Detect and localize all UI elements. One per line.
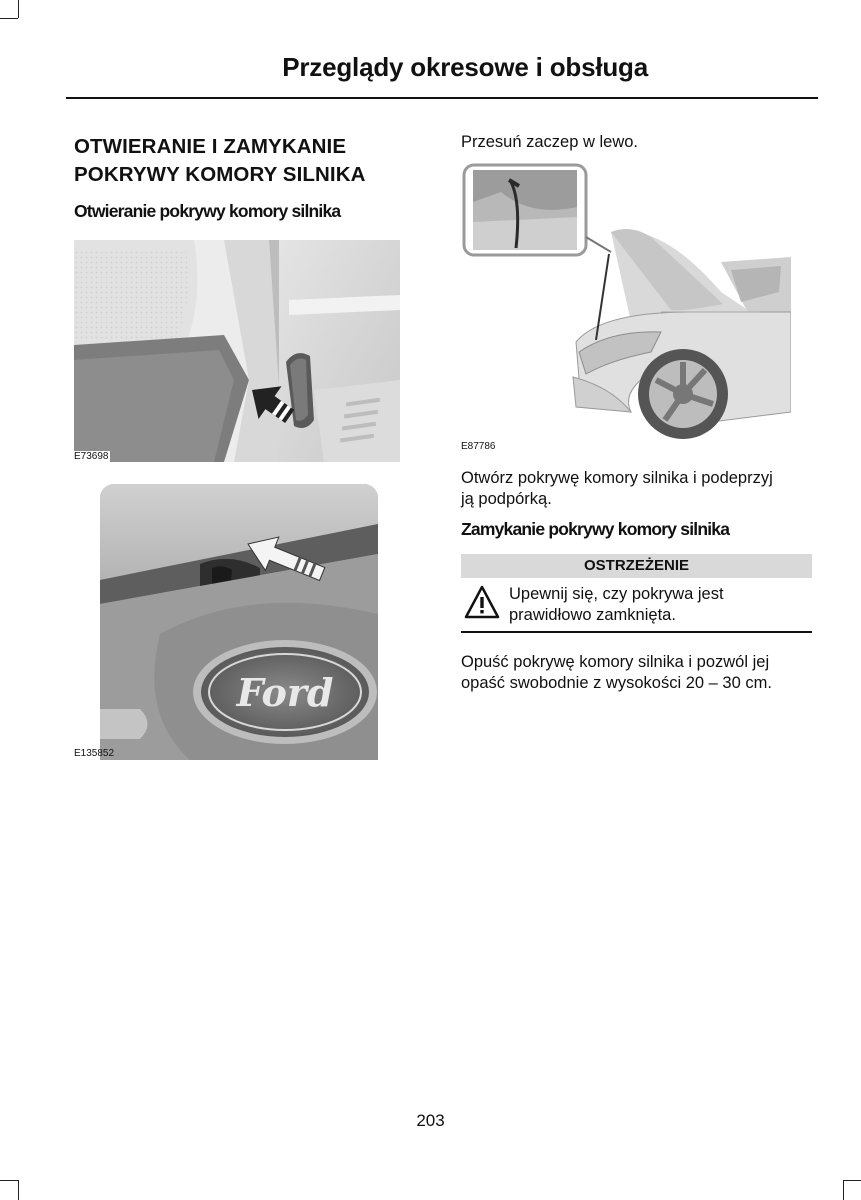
- figure-code: E87786: [461, 441, 496, 452]
- figure-code: E73698: [74, 451, 109, 462]
- figure-code: E135852: [74, 748, 115, 759]
- crop-mark: [843, 1180, 844, 1200]
- section-title-line: POKRYWY KOMORY SILNIKA: [74, 163, 366, 186]
- section-title-line: OTWIERANIE I ZAMYKANIE: [74, 135, 347, 158]
- subheading-closing: Zamykanie pokrywy komory silnika: [461, 519, 730, 539]
- figure-interior-release-lever: [74, 240, 400, 462]
- instruction-open-hood: [461, 468, 821, 510]
- crop-mark: [0, 1180, 18, 1181]
- instruction-open-hood-line: Otwórz pokrywę komory silnika i podeprzyj: [461, 469, 773, 487]
- instruction-move-catch: Przesuń zaczep w lewo.: [461, 133, 638, 151]
- page-number: 203: [416, 1111, 445, 1130]
- warning-triangle-icon: [464, 585, 500, 619]
- warning-divider: [461, 631, 812, 633]
- header-divider: [66, 97, 818, 99]
- warning-text-line: Upewnij się, czy pokrywa jest: [509, 585, 724, 603]
- figure-open-hood-prop-rod: [461, 162, 791, 450]
- section-title: [74, 133, 434, 189]
- instruction-open-hood-line: ją podpórką.: [461, 490, 552, 508]
- figure-hood-latch-grille: [100, 484, 378, 760]
- crop-mark: [0, 18, 18, 19]
- instruction-close-hood-line: opaść swobodnie z wysokości 20 – 30 cm.: [461, 674, 772, 692]
- crop-mark: [843, 1180, 861, 1181]
- instruction-close-hood-line: Opuść pokrywę komory silnika i pozwól jej: [461, 653, 770, 671]
- crop-mark: [18, 0, 19, 18]
- warning-label: OSTRZEŻENIE: [461, 554, 812, 578]
- warning-text: [509, 584, 809, 626]
- crop-mark: [18, 1180, 19, 1200]
- subheading-opening: Otwieranie pokrywy komory silnika: [74, 201, 341, 221]
- page-header-title: Przeglądy okresowe i obsługa: [282, 52, 648, 82]
- warning-text-line: prawidłowo zamknięta.: [509, 606, 676, 624]
- instruction-close-hood: [461, 652, 821, 694]
- ford-logo: Ford: [236, 670, 334, 715]
